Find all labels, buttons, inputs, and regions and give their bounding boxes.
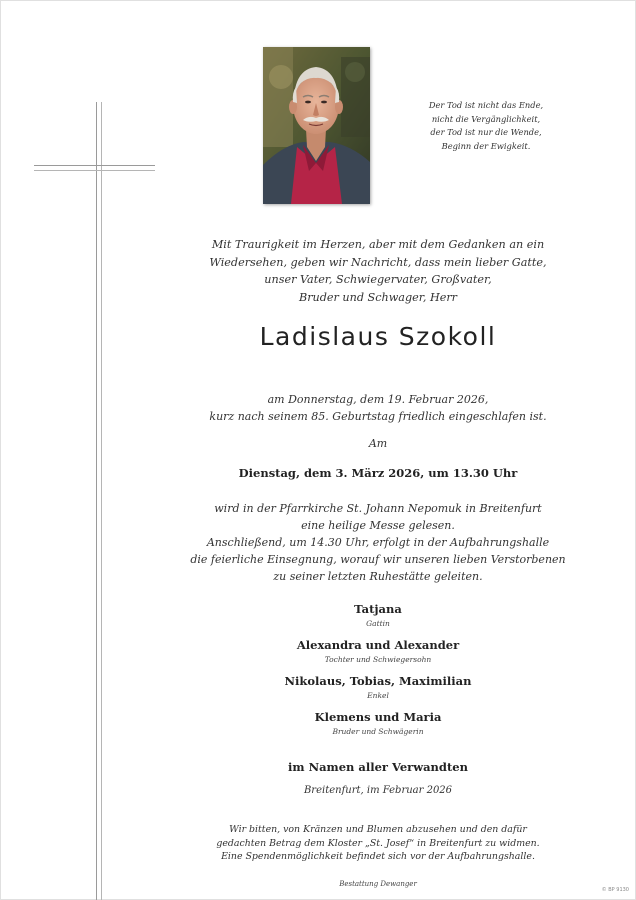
service-line: zu seiner letzten Ruhestätte geleiten. [273, 570, 483, 583]
death-notice [150, 391, 606, 425]
quote-line: der Tod ist nur die Wende, [430, 127, 542, 138]
note-line: Wir bitten, von Kränzen und Blumen abzusehen und den dafür [229, 824, 527, 835]
donation-note [150, 823, 606, 864]
cross-vertical-line [96, 102, 97, 900]
intro-line: unser Vater, Schwiegervater, Großvater, [264, 273, 492, 286]
intro-line: Mit Traurigkeit im Herzen, aber mit dem Gedanken an ein [211, 238, 545, 251]
intro-line: Wiedersehen, geben wir Nachricht, dass mein lieber Gatte, [209, 255, 547, 269]
am-label: Am [368, 437, 388, 450]
quote-line: Beginn der Ewigkeit. [441, 140, 531, 151]
service-details [150, 500, 606, 585]
family-member-role: Enkel [367, 691, 389, 700]
quote-line: nicht die Vergänglichkeit, [431, 113, 541, 124]
death-notice-line: kurz nach seinem 85. Geburtstag friedlich eingeschlafen ist. [209, 410, 547, 423]
cross-vertical-line-inner [101, 102, 102, 900]
cross-horizontal-line-inner [34, 170, 155, 171]
memorial-quote [400, 99, 572, 153]
service-line: Anschließend, um 14.30 Uhr, erfolgt in der Aufbahrungshalle [206, 536, 550, 549]
family-member-role: Tochter und Schwiegersohn [324, 655, 432, 664]
family-member-role: Bruder und Schwägerin [332, 727, 424, 736]
portrait-photo [263, 47, 370, 204]
deceased-name: Ladislaus Szokoll [259, 322, 497, 351]
service-line: eine heilige Messe gelesen. [301, 519, 455, 532]
undertaker-name: Bestattung Dewanger [339, 880, 417, 888]
quote-line: Der Tod ist nicht das Ende, [428, 100, 544, 110]
funeral-date: Dienstag, dem 3. März 2026, um 13.30 Uhr [238, 466, 518, 480]
service-line: die feierliche Einsegnung, worauf wir unseren lieben Verstorbenen [190, 553, 566, 566]
announcement-intro [150, 236, 606, 306]
on-behalf-line: im Namen aller Verwandten [288, 760, 468, 774]
note-line: Eine Spendenmöglichkeit befindet sich vor der Aufbahrungshalle. [221, 851, 535, 862]
cross-horizontal-line [34, 165, 155, 166]
family-member-name: Tatjana [354, 602, 402, 616]
family-member-name: Nikolaus, Tobias, Maximilian [284, 674, 472, 688]
family-member-name: Alexandra und Alexander [296, 638, 460, 652]
footer-code: © BP 9130 [601, 887, 629, 893]
service-line: wird in der Pfarrkirche St. Johann Nepomuk in Breitenfurt [214, 502, 542, 515]
note-line: gedachten Betrag dem Kloster „St. Josef“ in Breitenfurt zu widmen. [216, 837, 540, 849]
intro-line: Bruder und Schwager, Herr [298, 290, 458, 304]
family-member-role: Gattin [366, 619, 390, 628]
death-notice-line: am Donnerstag, dem 19. Februar 2026, [267, 393, 489, 406]
place-date: Breitenfurt, im Februar 2026 [303, 785, 453, 796]
family-member-name: Klemens und Maria [314, 710, 442, 724]
